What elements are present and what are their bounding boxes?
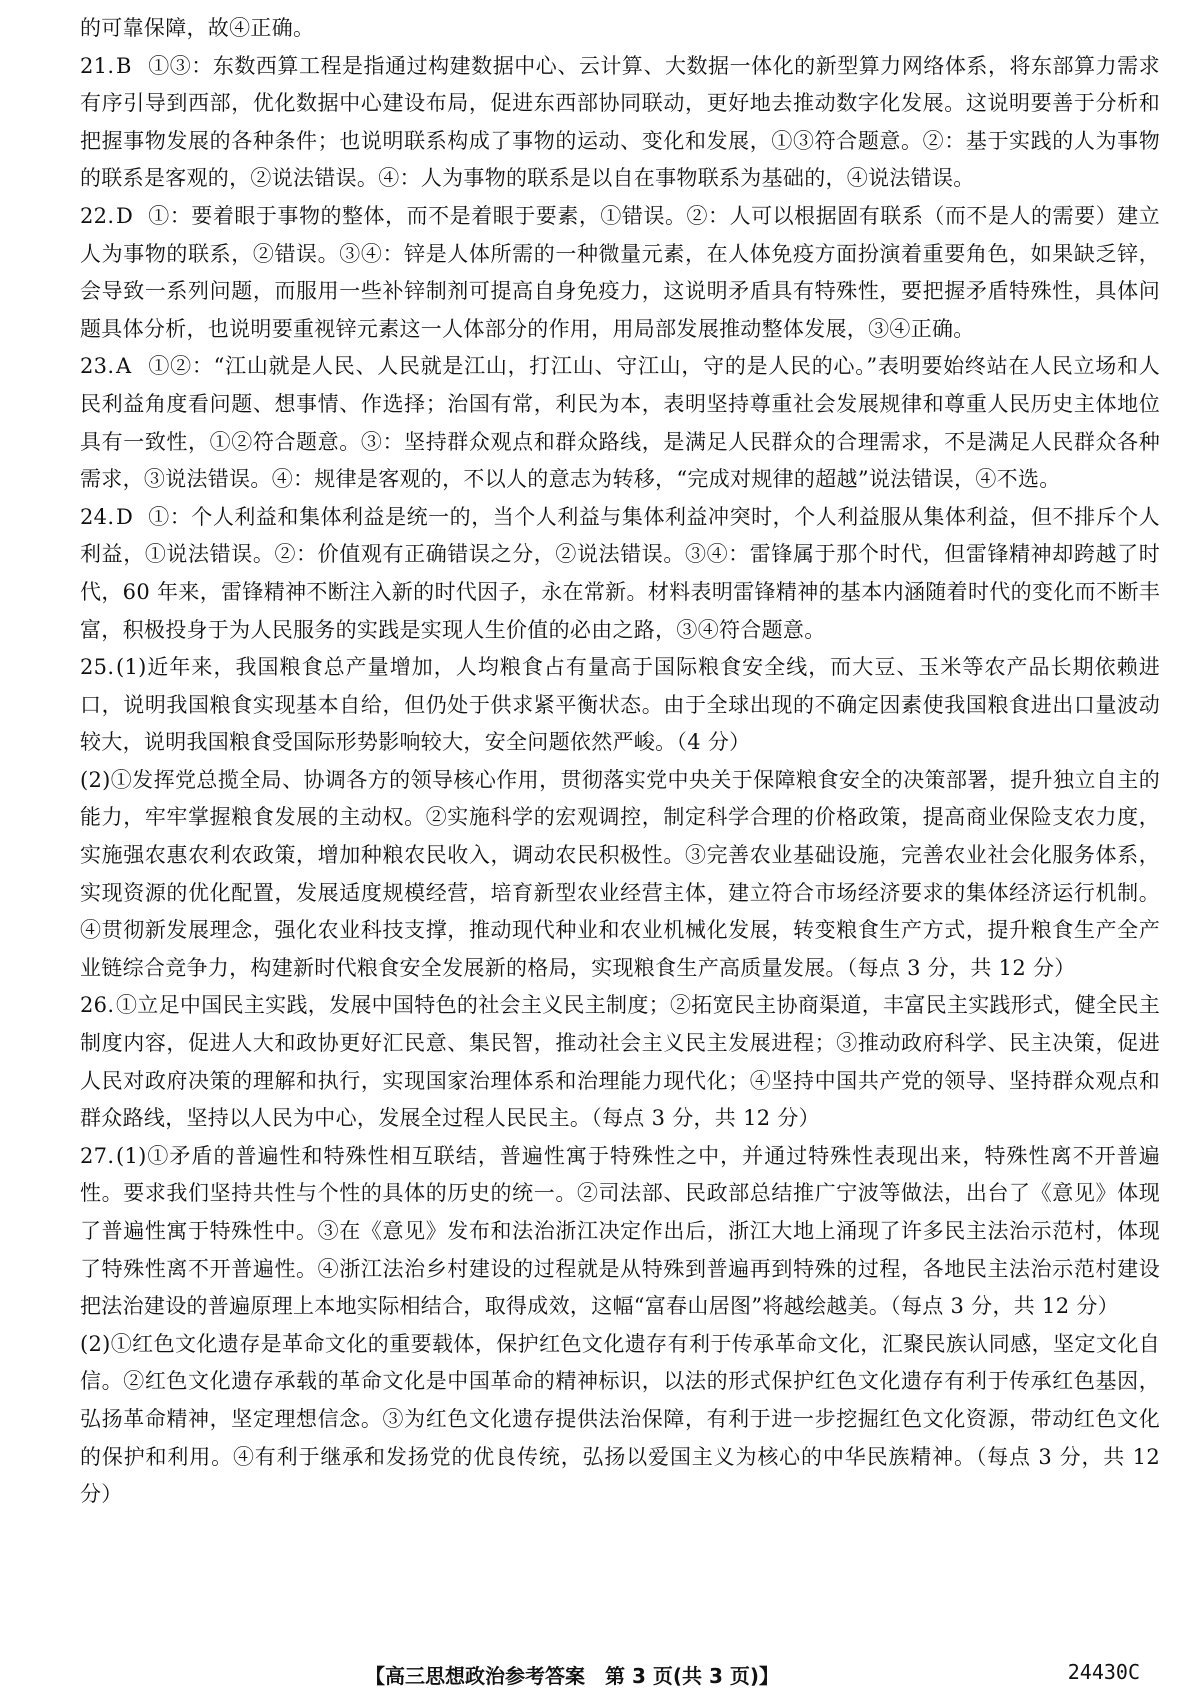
lead-line xyxy=(80,10,1160,48)
answer-explanation: ①：要着眼于事物的整体，而不是着眼于要素，①错误。②：人可以根据固有联系（而不是人的需要）建立人为事物的联系，②错误。③④：锌是人体所需的一种微量元素，在人体免疫方面扮演着重要角色，如果缺乏锌，会导致一系列问题，而服用一些补锌制剂可提高自身免疫力，这说明矛盾具有特殊性，要把握矛盾特殊性，具体问题具体分析，也说明要重视锌元素这一人体部分的作用，用局部发展推动整体发展，③④正确。 xyxy=(80,203,1160,341)
answer-letter: B xyxy=(116,53,132,78)
question-number: 27. xyxy=(80,1143,115,1168)
answer-letter: A xyxy=(116,354,132,379)
answer-explanation: ①②：“江山就是人民、人民就是江山，打江山、守江山，守的是人民的心。”表明要始终站在人民立场和人民利益角度看问题、想事情、作选择；治国有常，利民为本，表明坚持尊重社会发展规律和尊重人民历史主体地位具有一致性，①②符合题意。③：坚持群众观点和群众路线，是满足人民群众的合理需求，不是满足人民群众各种需求，③说法错误。④：规律是客观的，不以人的意志为转移，“完成对规律的超越”说法错误，④不选。 xyxy=(80,354,1160,492)
question-21 xyxy=(80,48,1160,198)
question-25 xyxy=(80,649,1160,987)
answer-letter: D xyxy=(116,504,134,529)
footer-title: 【高三思想政治参考答案 第 3 页(共 3 页)】 xyxy=(365,1664,779,1688)
answer-part-2: (2)①发挥党总揽全局、协调各方的领导核心作用，贯彻落实党中央关于保障粮食安全的决策部署，提升独立自主的能力，牢牢掌握粮食发展的主动权。②实施科学的宏观调控，制定科学合理的价格政策，提高商业保险支农力度，实施强农惠农利农政策，增加种粮农民收入，调动农民积极性。③完善农业基础设施，完善农业社会化服务体系，实现资源的优化配置，发展适度规模经营，培育新型农业经营主体，建立符合市场经济要求的集体经济运行机制。④贯彻新发展理念，强化农业科技支撑，推动现代种业和农业机械化发展，转变粮食生产方式，提升粮食生产全产业链综合竞争力，构建新时代粮食安全发展新的格局，实现粮食生产高质量发展。（每点 3 分，共 12 分） xyxy=(80,767,1160,980)
question-22 xyxy=(80,198,1160,348)
page-footer xyxy=(0,1660,1200,1690)
lead-text: 的可靠保障，故④正确。 xyxy=(80,16,315,40)
question-number: 21. xyxy=(80,53,115,78)
question-number: 25. xyxy=(80,655,115,680)
answer-explanation: ①立足中国民主实践，发展中国特色的社会主义民主制度；②拓宽民主协商渠道，丰富民主实践形式，健全民主制度内容，促进人大和政协更好汇民意、集民智，推动社会主义民主发展进程；③推动政府科学、民主决策，促进人民对政府决策的理解和执行，实现国家治理体系和治理能力现代化；④坚持中国共产党的领导、坚持群众观点和群众路线，坚持以人民为中心，发展全过程人民民主。（每点 3 分，共 12 分） xyxy=(80,993,1160,1131)
answer-part-2: (2)①红色文化遗存是革命文化的重要载体，保护红色文化遗存有利于传承革命文化，汇聚民族认同感，坚定文化自信。②红色文化遗存承载的革命文化是中国革命的精神标识，以法的形式保护红色文化遗存有利于传承红色基因，弘扬革命精神，坚定理想信念。③为红色文化遗存提供法治保障，有利于进一步挖掘红色文化资源，带动红色文化的保护和利用。④有利于继承和发扬党的优良传统，弘扬以爱国主义为核心的中华民族精神。（每点 3 分，共 12 分） xyxy=(80,1331,1160,1507)
question-23 xyxy=(80,348,1160,498)
footer-code: 24430C xyxy=(1067,1660,1140,1684)
question-27 xyxy=(80,1138,1160,1514)
question-number: 24. xyxy=(80,504,115,529)
answer-part-1: (1)近年来，我国粮食总产量增加，人均粮食占有量高于国际粮食安全线，而大豆、玉米等农产品长期依赖进口，说明我国粮食实现基本自给，但仍处于供求紧平衡状态。由于全球出现的不确定因素使我国粮食进出口量波动较大，说明我国粮食受国际形势影响较大，安全问题依然严峻。（4 分） xyxy=(80,655,1160,755)
question-26 xyxy=(80,987,1160,1137)
question-number: 26. xyxy=(80,993,115,1018)
question-number: 22. xyxy=(80,203,115,228)
question-24 xyxy=(80,499,1160,649)
answer-page xyxy=(80,10,1160,1514)
answer-explanation: ①③：东数西算工程是指通过构建数据中心、云计算、大数据一体化的新型算力网络体系，将东部算力需求有序引导到西部，优化数据中心建设布局，促进东西部协同联动，更好地去推动数字化发展。这说明要善于分析和把握事物发展的各种条件；也说明联系构成了事物的运动、变化和发展，①③符合题意。②：基于实践的人为事物的联系是客观的，②说法错误。④：人为事物的联系是以自在事物联系为基础的，④说法错误。 xyxy=(80,53,1160,191)
question-number: 23. xyxy=(80,354,115,379)
answer-explanation: ①：个人利益和集体利益是统一的，当个人利益与集体利益冲突时，个人利益服从集体利益，但不排斥个人利益，①说法错误。②：价值观有正确错误之分，②说法错误。③④：雷锋属于那个时代，但雷锋精神却跨越了时代，60 年来，雷锋精神不断注入新的时代因子，永在常新。材料表明雷锋精神的基本内涵随着时代的变化而不断丰富，积极投身于为人民服务的实践是实现人生价值的必由之路，③④符合题意。 xyxy=(80,504,1160,642)
answer-letter: D xyxy=(116,203,134,228)
answer-part-1: (1)①矛盾的普遍性和特殊性相互联结，普遍性寓于特殊性之中，并通过特殊性表现出来，特殊性离不开普遍性。要求我们坚持共性与个性的具体的历史的统一。②司法部、民政部总结推广宁波等做法，出台了《意见》体现了普遍性寓于特殊性中。③在《意见》发布和法治浙江决定作出后，浙江大地上涌现了许多民主法治示范村，体现了特殊性离不开普遍性。④浙江法治乡村建设的过程就是从特殊到普遍再到特殊的过程，各地民主法治示范村建设把法治建设的普遍原理上本地实际相结合，取得成效，这幅“富春山居图”将越绘越美。（每点 3 分，共 12 分） xyxy=(80,1143,1160,1319)
